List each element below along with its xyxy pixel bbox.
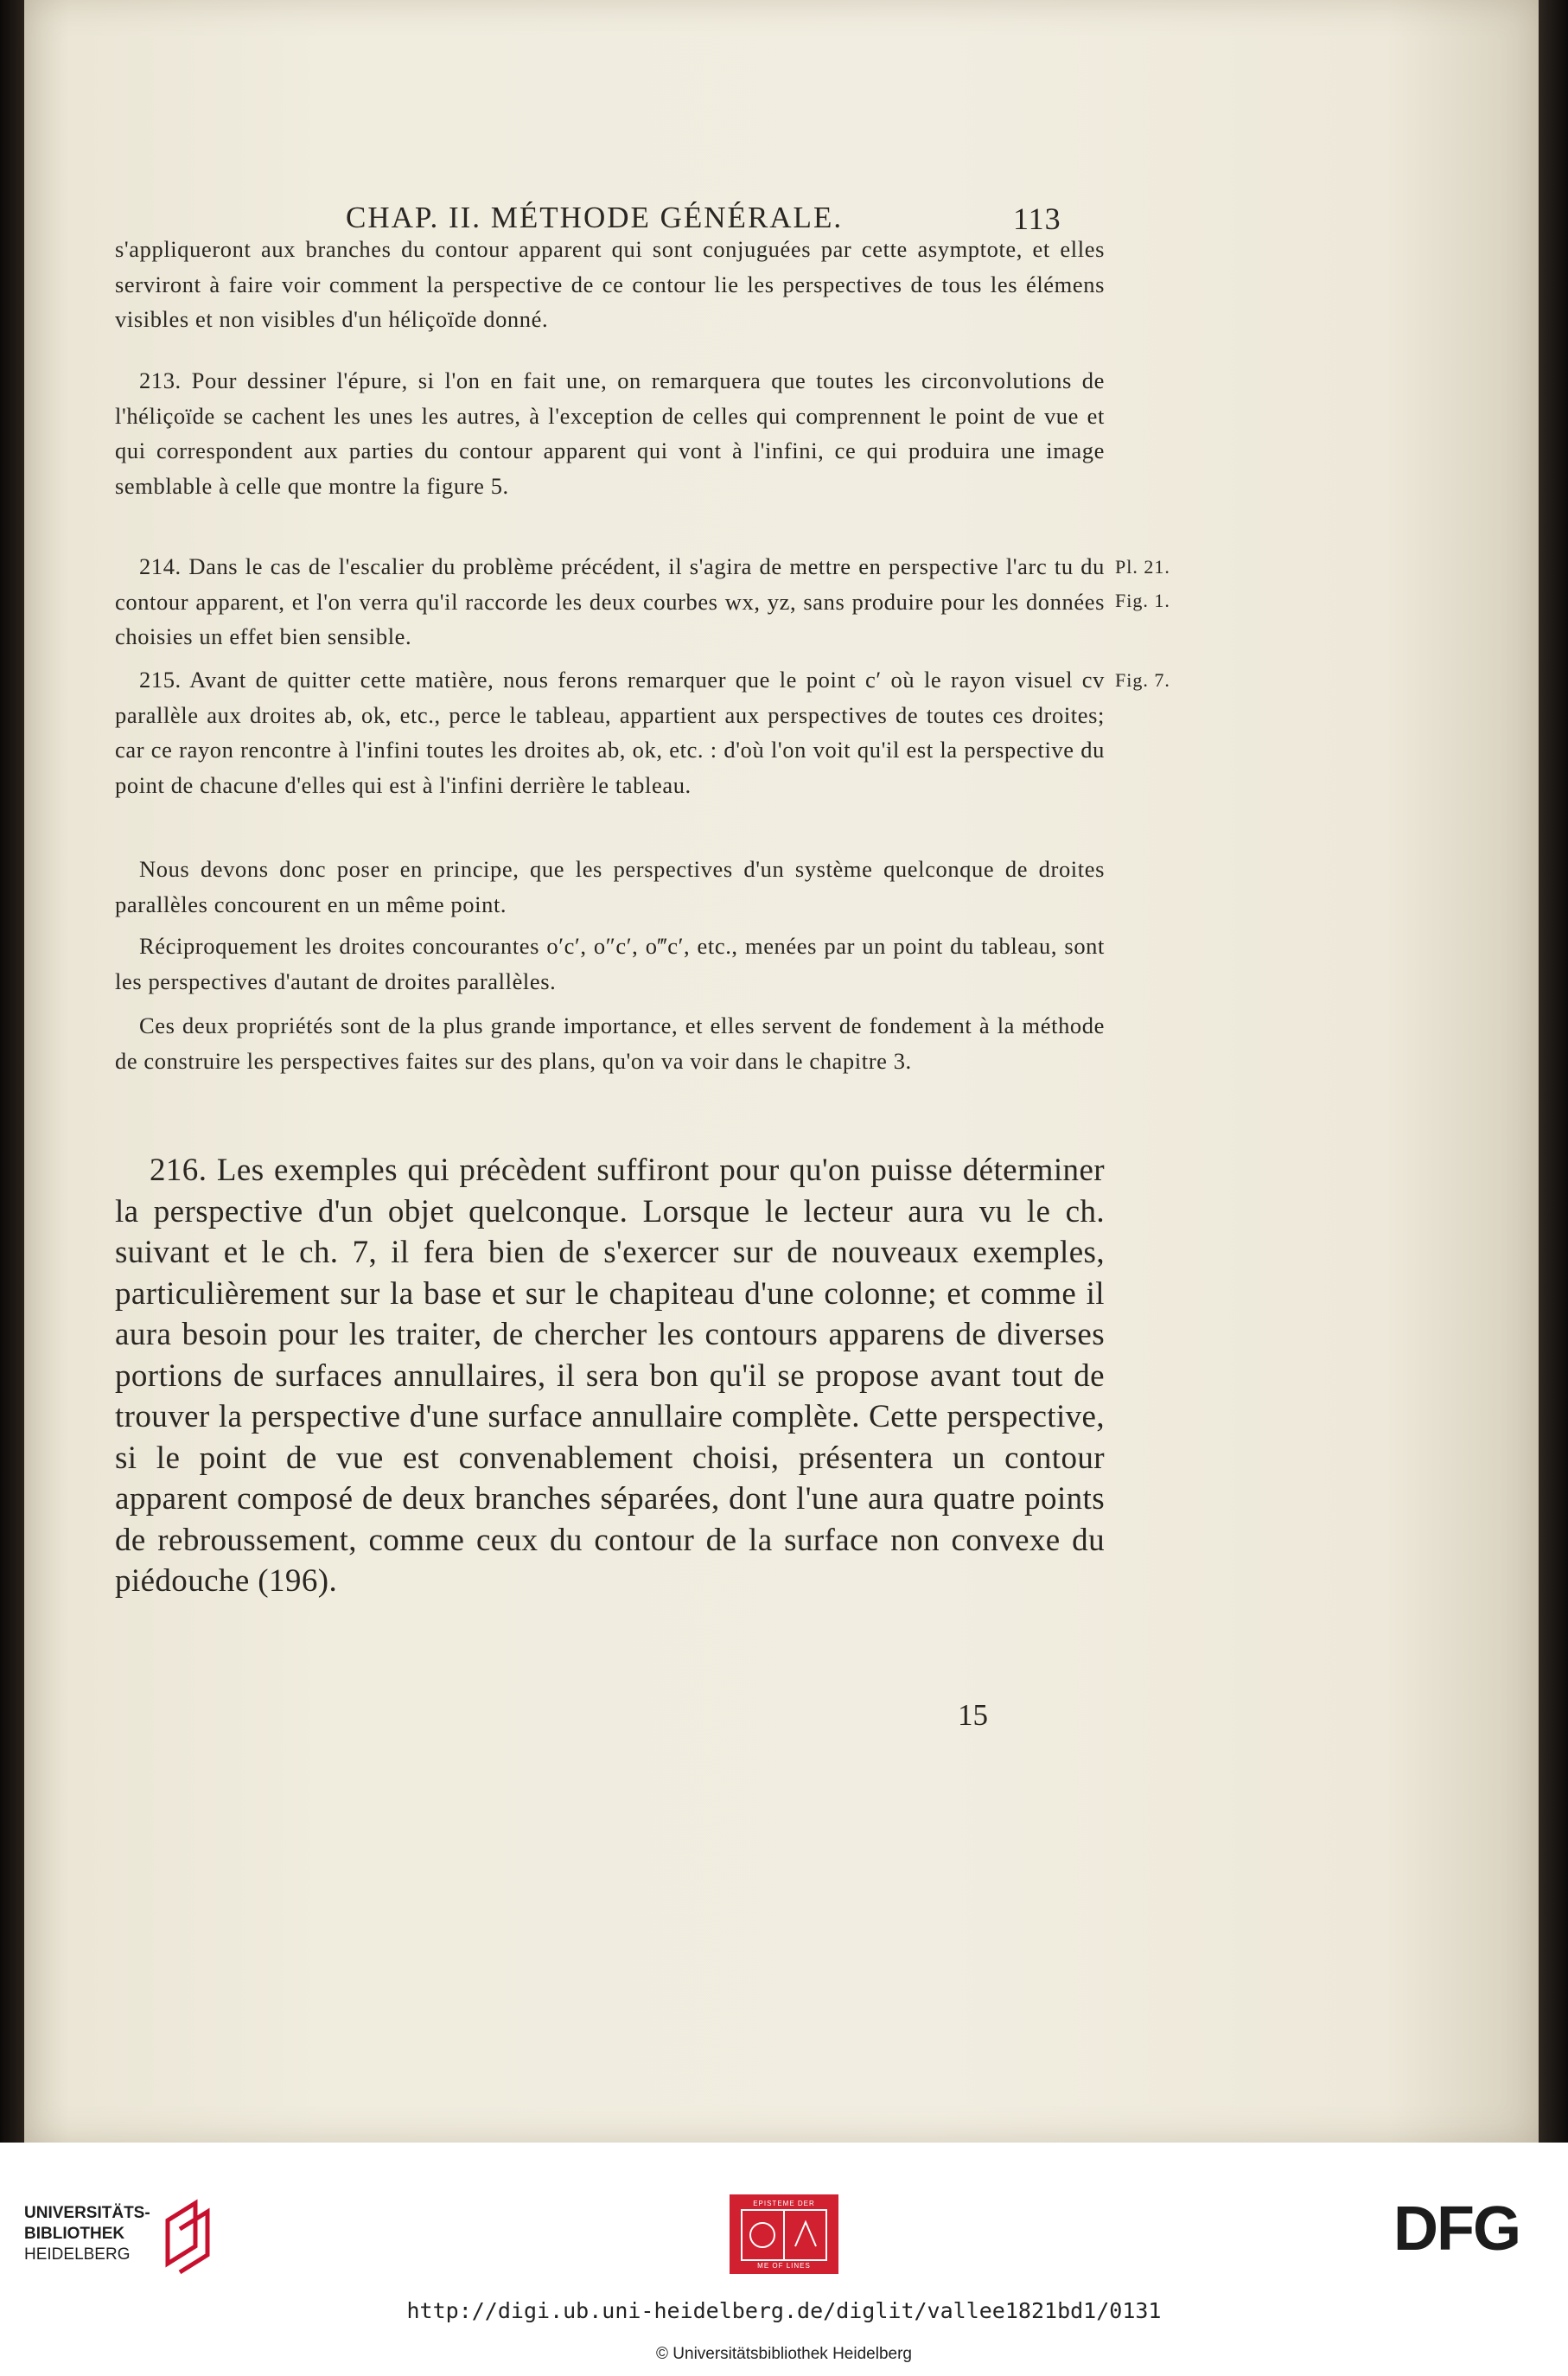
epistemes-logo[interactable] <box>730 2194 838 2274</box>
footer <box>0 2143 1568 2376</box>
paragraph-principle: Nous devons donc poser en principe, que les perspectives d'un système quelconque de droites parallèles concourent en un même point. <box>115 856 1105 917</box>
library-logo-line: HEIDELBERG <box>24 2245 131 2264</box>
paragraph-215: 215. Avant de quitter cette matière, nous ferons remarquer que le point c′ où le rayon visuel cv parallèle aux droites ab, ok, etc., perce le tableau, appartient aux perspectives de toutes ces droites; car ce rayon rencontre à l'infini toutes les droites ab, ok, etc. : d'où l'on voit qu'il est la perspective du point de chacune d'elles qui est à l'infini derrière le tableau. <box>115 667 1105 798</box>
copyright-notice: © Universitätsbibliothek Heidelberg <box>656 2345 912 2363</box>
epistemes-logo-top-text: EPISTEME DER <box>753 2200 815 2207</box>
library-logo-line: UNIVERSITÄTS- <box>24 2204 150 2222</box>
margin-note-figure: Fig. 1. <box>1115 590 1170 611</box>
library-logo-line: BIBLIOTHEK <box>24 2225 125 2243</box>
epistemes-logo-bottom-text: ME OF LINES <box>757 2262 811 2270</box>
paragraph-216: 216. Les exemples qui précèdent suffiront pour qu'on puisse déterminer la perspective d'un objet quelconque. Lorsque le lecteur aura vu le ch. suivant et le ch. 7, il fera bien de s'exercer sur de nouveaux exemples, particulièrement sur la base et sur le chapiteau d'une colonne; et comme il aura besoin pour les traiter, de chercher les contours apparens de diverses portions de surfaces annullaires, il sera bon qu'il se propose avant tout de trouver la perspective d'une surface annullaire complète. Cette perspective, si le point de vue est convenablement choisi, présentera un contour apparent composé de deux branches séparées, dont l'une aura quatre points de rebroussement, comme ceux du contour de la surface non convexe du piédouche (196). <box>115 1153 1105 1599</box>
paragraph-properties: Ces deux propriétés sont de la plus grande importance, et elles servent de fondement à la méthode de construire les perspectives faites sur des plans, qu'on va voir dans le chapitre 3. <box>115 1012 1105 1074</box>
running-head: CHAP. II. MÉTHODE GÉNÉRALE. <box>346 201 844 234</box>
signature-mark: 15 <box>958 1698 988 1732</box>
paragraph-213: 213. Pour dessiner l'épure, si l'on en fait une, on remarquera que toutes les circonvolutions de l'héliçoïde se cachent les unes les autres, à l'exception de celles qui comprennent le point de vue et qui correspondent aux parties du contour apparent qui vont à l'infini, ce qui produira une image semblable à celle que montre la figure 5. <box>115 367 1105 499</box>
dfg-logo[interactable]: DFG <box>1393 2194 1520 2264</box>
paragraph-reciprocal: Réciproquement les droites concourantes o′c′, o″c′, o‴c′, etc., menées par un point du tableau, sont les perspectives d'autant de droites parallèles. <box>115 933 1105 994</box>
page-number: 113 <box>1013 201 1061 236</box>
margin-note-figure: Fig. 7. <box>1115 669 1170 691</box>
library-logo-text <box>24 2203 154 2265</box>
paragraph-continuation: s'appliqueront aux branches du contour apparent qui sont conjuguées par cette asymptote, et elles serviront à faire voir comment la perspective de ce contour lie les perspectives de tous les élémens visibles et non visibles d'un héliçoïde donné. <box>115 236 1105 332</box>
book-spine-shadow <box>0 0 24 2143</box>
permalink-url[interactable]: http://digi.ub.uni-heidelberg.de/diglit/vallee1821bd1/0131 <box>406 2298 1162 2323</box>
university-library-logo[interactable] <box>24 2194 223 2298</box>
library-book-icon <box>161 2194 221 2274</box>
page-edge-shadow <box>1539 0 1568 2143</box>
margin-note-plate: Pl. 21. <box>1115 556 1170 578</box>
paragraph-214: 214. Dans le cas de l'escalier du problème précédent, il s'agira de mettre en perspective l'arc tu du contour apparent, et l'on verra qu'il raccorde les deux courbes wx, yz, sans produire pour les données choisies un effet bien sensible. <box>115 553 1105 649</box>
